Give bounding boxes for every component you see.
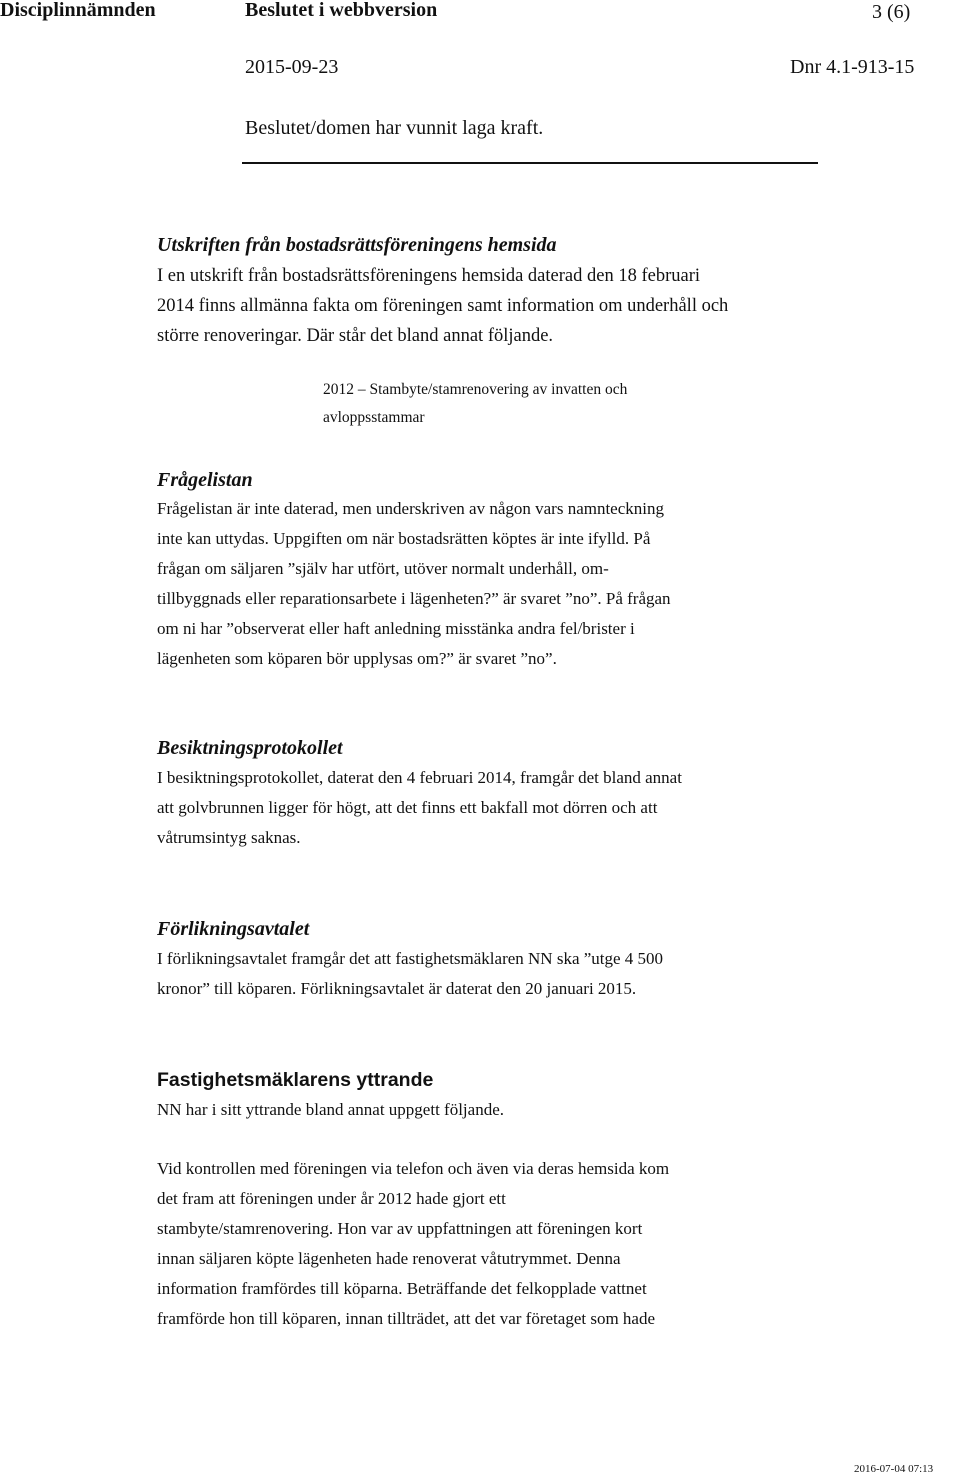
header-org: Disciplinnämnden	[0, 0, 156, 21]
text-line: stambyte/stamrenovering. Hon var av uppfattningen att föreningen kort	[157, 1219, 643, 1238]
besiktning-paragraph	[157, 763, 682, 853]
text-line: I besiktningsprotokollet, daterat den 4 februari 2014, framgår det bland annat	[157, 768, 682, 787]
case-number: Dnr 4.1-913-15	[790, 56, 915, 78]
footer-timestamp: 2016-07-04 07:13	[854, 1463, 934, 1475]
yttrande-intro	[157, 1095, 504, 1125]
quote-block	[323, 376, 627, 432]
text-line: Vid kontrollen med föreningen via telefon och även via deras hemsida kom	[157, 1159, 670, 1178]
header-doc-type: Beslutet i webbversion	[245, 0, 438, 21]
text-line: tillbyggnads eller reparationsarbete i lägenheten?” är svaret ”no”. På frågan	[157, 589, 671, 608]
text-line: NN har i sitt yttrande bland annat uppgett följande.	[157, 1100, 504, 1119]
quote-line: 2012 – Stambyte/stamrenovering av invatten och	[323, 381, 628, 398]
text-line: att golvbrunnen ligger för högt, att det finns ett bakfall mot dörren och att	[157, 798, 658, 817]
text-line: innan säljaren köpte lägenheten hade renoverat våtutrymmet. Denna	[157, 1249, 621, 1268]
yttrande-paragraph	[157, 1154, 669, 1334]
forlikning-paragraph	[157, 944, 663, 1004]
text-line: I förlikningsavtalet framgår det att fastighetsmäklaren NN ska ”utge 4 500	[157, 949, 664, 968]
utskriften-paragraph	[157, 261, 728, 351]
text-line: större renoveringar. Där står det bland annat följande.	[157, 326, 554, 346]
text-line: 2014 finns allmänna fakta om föreningen samt information om underhåll och	[157, 296, 729, 316]
text-line: lägenheten som köparen bör upplysas om?” är svaret ”no”.	[157, 649, 557, 668]
fragelistan-paragraph	[157, 494, 671, 674]
heading-fragelistan: Frågelistan	[157, 469, 253, 491]
text-line: om ni har ”observerat eller haft anledning misstänka andra fel/brister i	[157, 619, 635, 638]
text-line: I en utskrift från bostadsrättsföreningens hemsida daterad den 18 februari	[157, 266, 700, 286]
decision-date: 2015-09-23	[245, 56, 339, 78]
legal-status: Beslutet/domen har vunnit laga kraft.	[245, 117, 544, 139]
text-line: Frågelistan är inte daterad, men underskriven av någon vars namnteckning	[157, 499, 664, 518]
text-line: information framfördes till köparna. Beträffande det felkopplade vattnet	[157, 1279, 647, 1298]
text-line: våtrumsintyg saknas.	[157, 828, 301, 847]
heading-forlikning: Förlikningsavtalet	[157, 918, 310, 940]
heading-yttrande: Fastighetsmäklarens yttrande	[157, 1069, 434, 1091]
quote-line: avloppsstammar	[323, 409, 425, 426]
page-number: 3 (6)	[872, 1, 911, 23]
text-line: kronor” till köparen. Förlikningsavtalet är daterat den 20 januari 2015.	[157, 979, 637, 998]
header-divider	[242, 162, 818, 164]
heading-utskriften: Utskriften från bostadsrättsföreningens hemsida	[157, 234, 557, 256]
heading-besiktning: Besiktningsprotokollet	[157, 737, 343, 759]
text-line: frågan om säljaren ”själv har utfört, utöver normalt underhåll, om-	[157, 559, 609, 578]
text-line: framförde hon till köparen, innan tillträdet, att det var företaget som hade	[157, 1309, 656, 1328]
text-line: det fram att föreningen under år 2012 hade gjort ett	[157, 1189, 506, 1208]
text-line: inte kan uttydas. Uppgiften om när bostadsrätten köptes är inte ifylld. På	[157, 529, 651, 548]
